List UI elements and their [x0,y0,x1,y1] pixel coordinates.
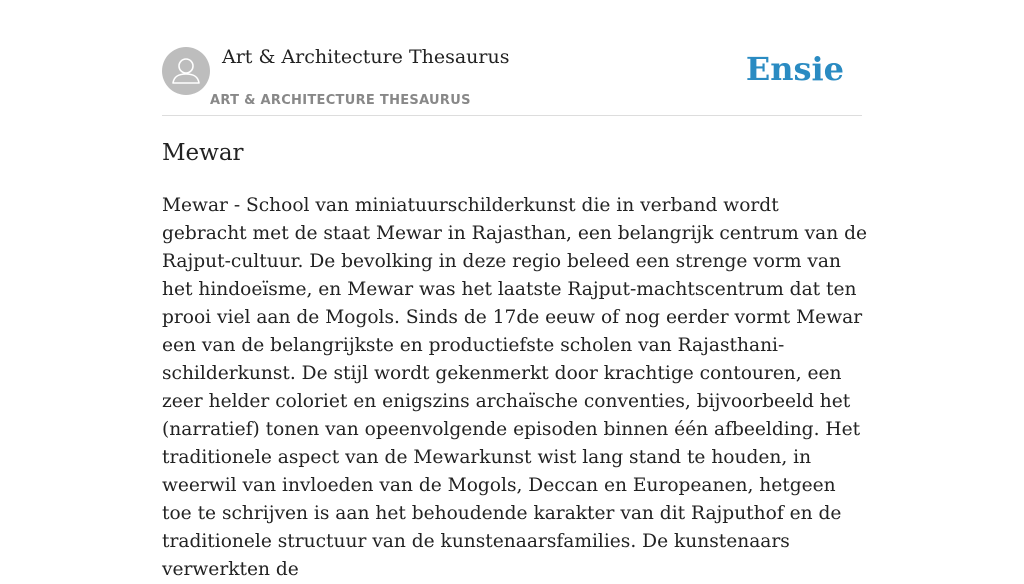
source-label[interactable]: ART & ARCHITECTURE THESAURUS [210,93,471,108]
author-name[interactable]: Art & Architecture Thesaurus [222,46,510,68]
page-container [162,0,868,580]
article-body: Mewar - School van miniatuurschilderkunst die in verband wordt gebracht met de staat Mewar in Rajasthan, een belangrijk centrum van de Rajput-cultuur. De bevolking in deze regio beleed een strenge vorm van het hindoeïsme, en Mewar was het laatste Rajput-machtscentrum dat ten prooi viel aan de Mogols. Sinds de 17de eeuw of nog eerder vormt Mewar een van de belangrijkste en productiefste scholen van Rajasthani-schilderkunst. De stijl wordt gekenmerkt door krachtige contouren, een zeer helder coloriet en enigszins archaïsche conventies, bijvoorbeeld het (narratief) tonen van opeenvolgende episoden binnen één afbeelding. Het traditionele aspect van de Mewarkunst wist lang stand te houden, in weerwil van invloeden van de Mogols, Deccan en Europeanen, hetgeen toe te schrijven is aan het behoudende karakter van dit Rajputhof en de traditionele structuur van de kunstenaarsfamilies. De kunstenaars verwerkten de [162,195,868,580]
article-header [162,0,862,116]
ensie-logo[interactable]: Ensie [745,50,844,88]
article-title: Mewar [162,140,244,166]
user-silhouette-icon [162,47,210,95]
author-avatar[interactable] [162,47,210,95]
